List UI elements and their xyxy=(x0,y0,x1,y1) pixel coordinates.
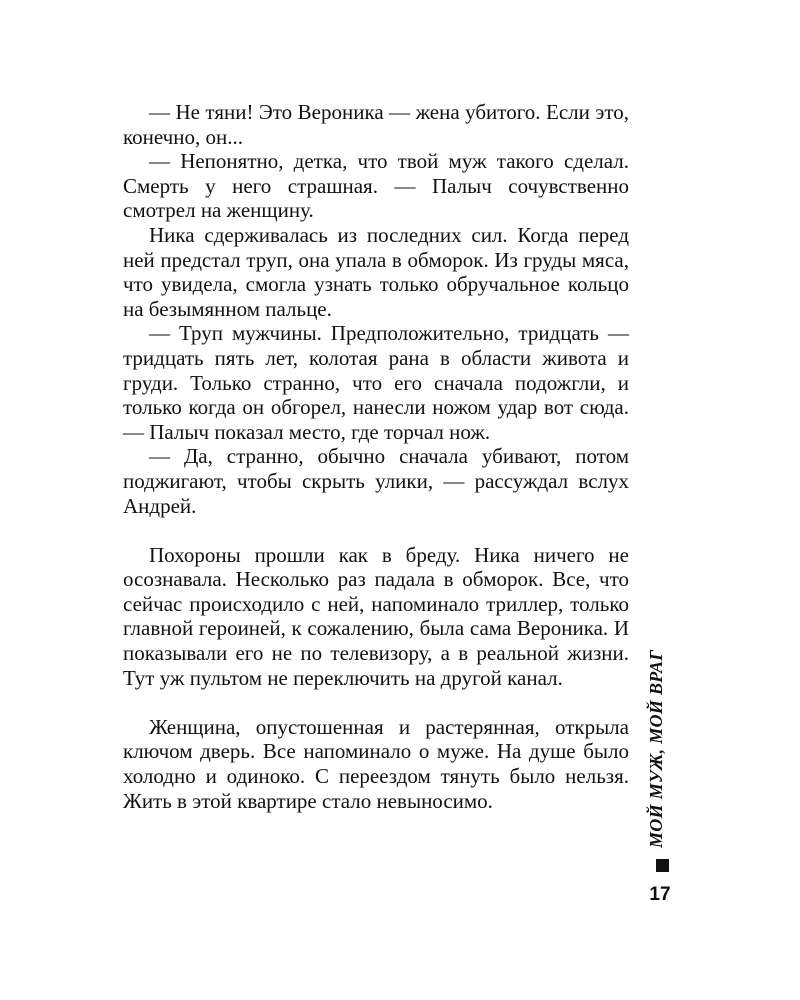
paragraph: Женщина, опустошенная и растерянная, открыла ключом дверь. Все напоминало о муже. На душе было холодно и одиноко. С переездом тянуть было нельзя. Жить в этой квартире стало невыносимо. xyxy=(123,714,629,813)
paragraph: Ника сдерживалась из последних сил. Когда перед ней предстал труп, она упала в обморок. Из груды мяса, что увидела, смогла узнать только обручальное кольцо на безымянном пальце. xyxy=(123,222,629,321)
page-number: 17 xyxy=(649,884,671,905)
paragraph: — Да, странно, обычно сначала убивают, потом поджигают, чтобы скрыть улики, — рассуждал вслух Андрей. xyxy=(123,444,629,518)
paragraph: — Не тяни! Это Вероника — жена убитого. Если это, конечно, он... xyxy=(123,100,629,149)
paragraph: Похороны прошли как в бреду. Ника ничего не осознавала. Несколько раз падала в обморок. Все, что сейчас происходило с ней, напоминало триллер, только главной героиней, к сожалению, была сама Вероника. И показывали его не по телевизору, а в реальной жизни. Тут уж пультом не переключить на другой канал. xyxy=(123,542,629,690)
paragraph: — Непонятно, детка, что твой муж такого сделал. Смерть у него страшная. — Палыч сочувственно смотрел на женщину. xyxy=(123,149,629,223)
body-text xyxy=(123,100,629,813)
paragraph: — Труп мужчины. Предположительно, тридцать — тридцать пять лет, колотая рана в области живота и груди. Только странно, что его сначала подожгли, и только когда он обгорел, нанесли ножом удар вот сюда. — Палыч показал место, где торчал нож. xyxy=(123,321,629,444)
running-title: МОЙ МУЖ, МОЙ ВРАГ xyxy=(646,649,666,848)
square-marker-icon xyxy=(656,859,669,872)
